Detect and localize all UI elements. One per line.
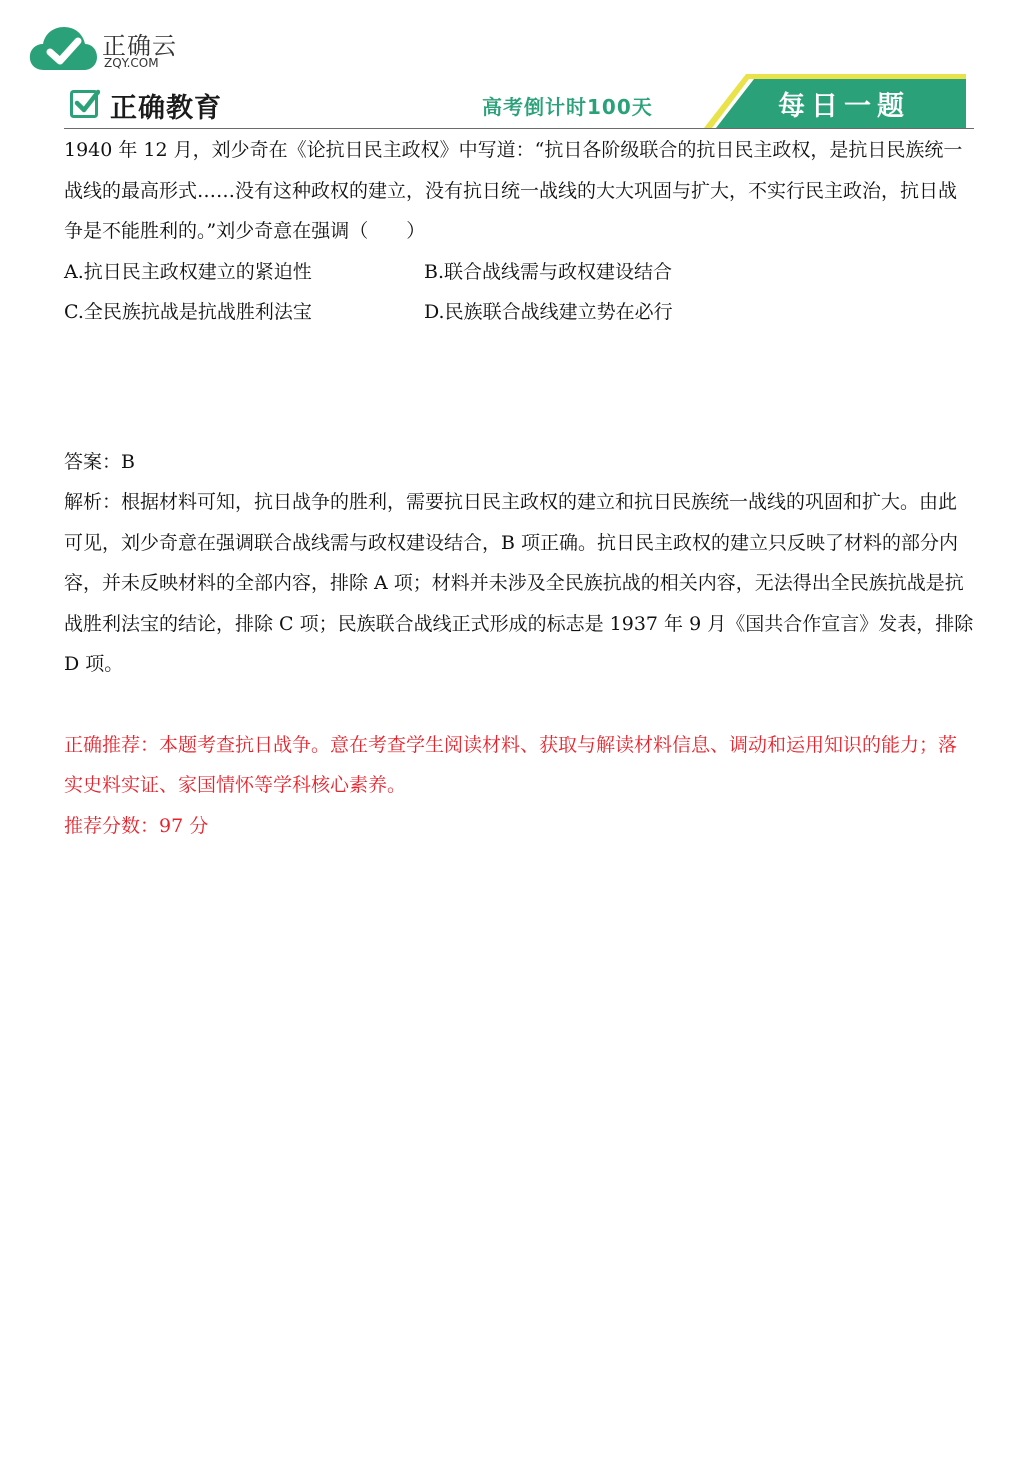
daily-question-title: 每日一题 [778, 91, 910, 122]
option-d: D.民族联合战线建立势在必行 [424, 301, 673, 323]
option-list [64, 252, 974, 333]
spacer [64, 685, 974, 725]
spacer [64, 333, 974, 442]
header-divider [64, 128, 974, 129]
option-c: C.全民族抗战是抗战胜利法宝 [64, 301, 312, 323]
checkbox-check-icon [70, 88, 100, 118]
option-a: A.抗日民主政权建立的紧迫性 [64, 260, 312, 283]
countdown-text: 高考倒计时100天 [482, 95, 653, 119]
header-banner [64, 74, 974, 130]
logo-domain-text: ZQY.COM [104, 56, 159, 70]
recommendation-paragraph: 正确推荐：本题考查抗日战争。意在考查学生阅读材料、获取与解读材料信息、调动和运用知识的能力；落实史料实证、家国情怀等学科核心素养。 [64, 733, 958, 796]
analysis-paragraph: 解析：根据材料可知，抗日战争的胜利，需要抗日民主政权的建立和抗日民族统一战线的巩固和扩大。由此可见，刘少奇意在强调联合战线需与政权建设结合，B 项正确。抗日民主政权的建立只反映了材料的部分内容，并未反映材料的全部内容，排除 A 项；材料并未涉及全民族抗战的相关内容，无法得出全民族抗战是抗战胜利法宝的结论，排除 C 项；民族联合战线正式形成的标志是 1937 年 9 月《国共合作宣言》发表，排除 D 项。 [64, 491, 974, 675]
cloud-check-icon [28, 22, 98, 74]
zqy-logo [28, 22, 188, 76]
answer-line: 答案：B [64, 450, 135, 473]
document-body [64, 130, 974, 846]
question-stem: 1940 年 12 月，刘少奇在《论抗日民主政权》中写道：“抗日各阶级联合的抗日民主政权，是抗日民族统一战线的最高形式……没有这种政权的建立，没有抗日统一战线的大大巩固与扩大，不实行民主政治，抗日战争是不能胜利的。”刘少奇意在强调（ ） [64, 139, 963, 242]
logo-brand-text: 正确云 [102, 32, 177, 60]
org-name: 正确教育 [110, 93, 222, 124]
recommendation-score: 推荐分数：97 分 [64, 814, 209, 837]
option-b: B.联合战线需与政权建设结合 [424, 260, 673, 283]
